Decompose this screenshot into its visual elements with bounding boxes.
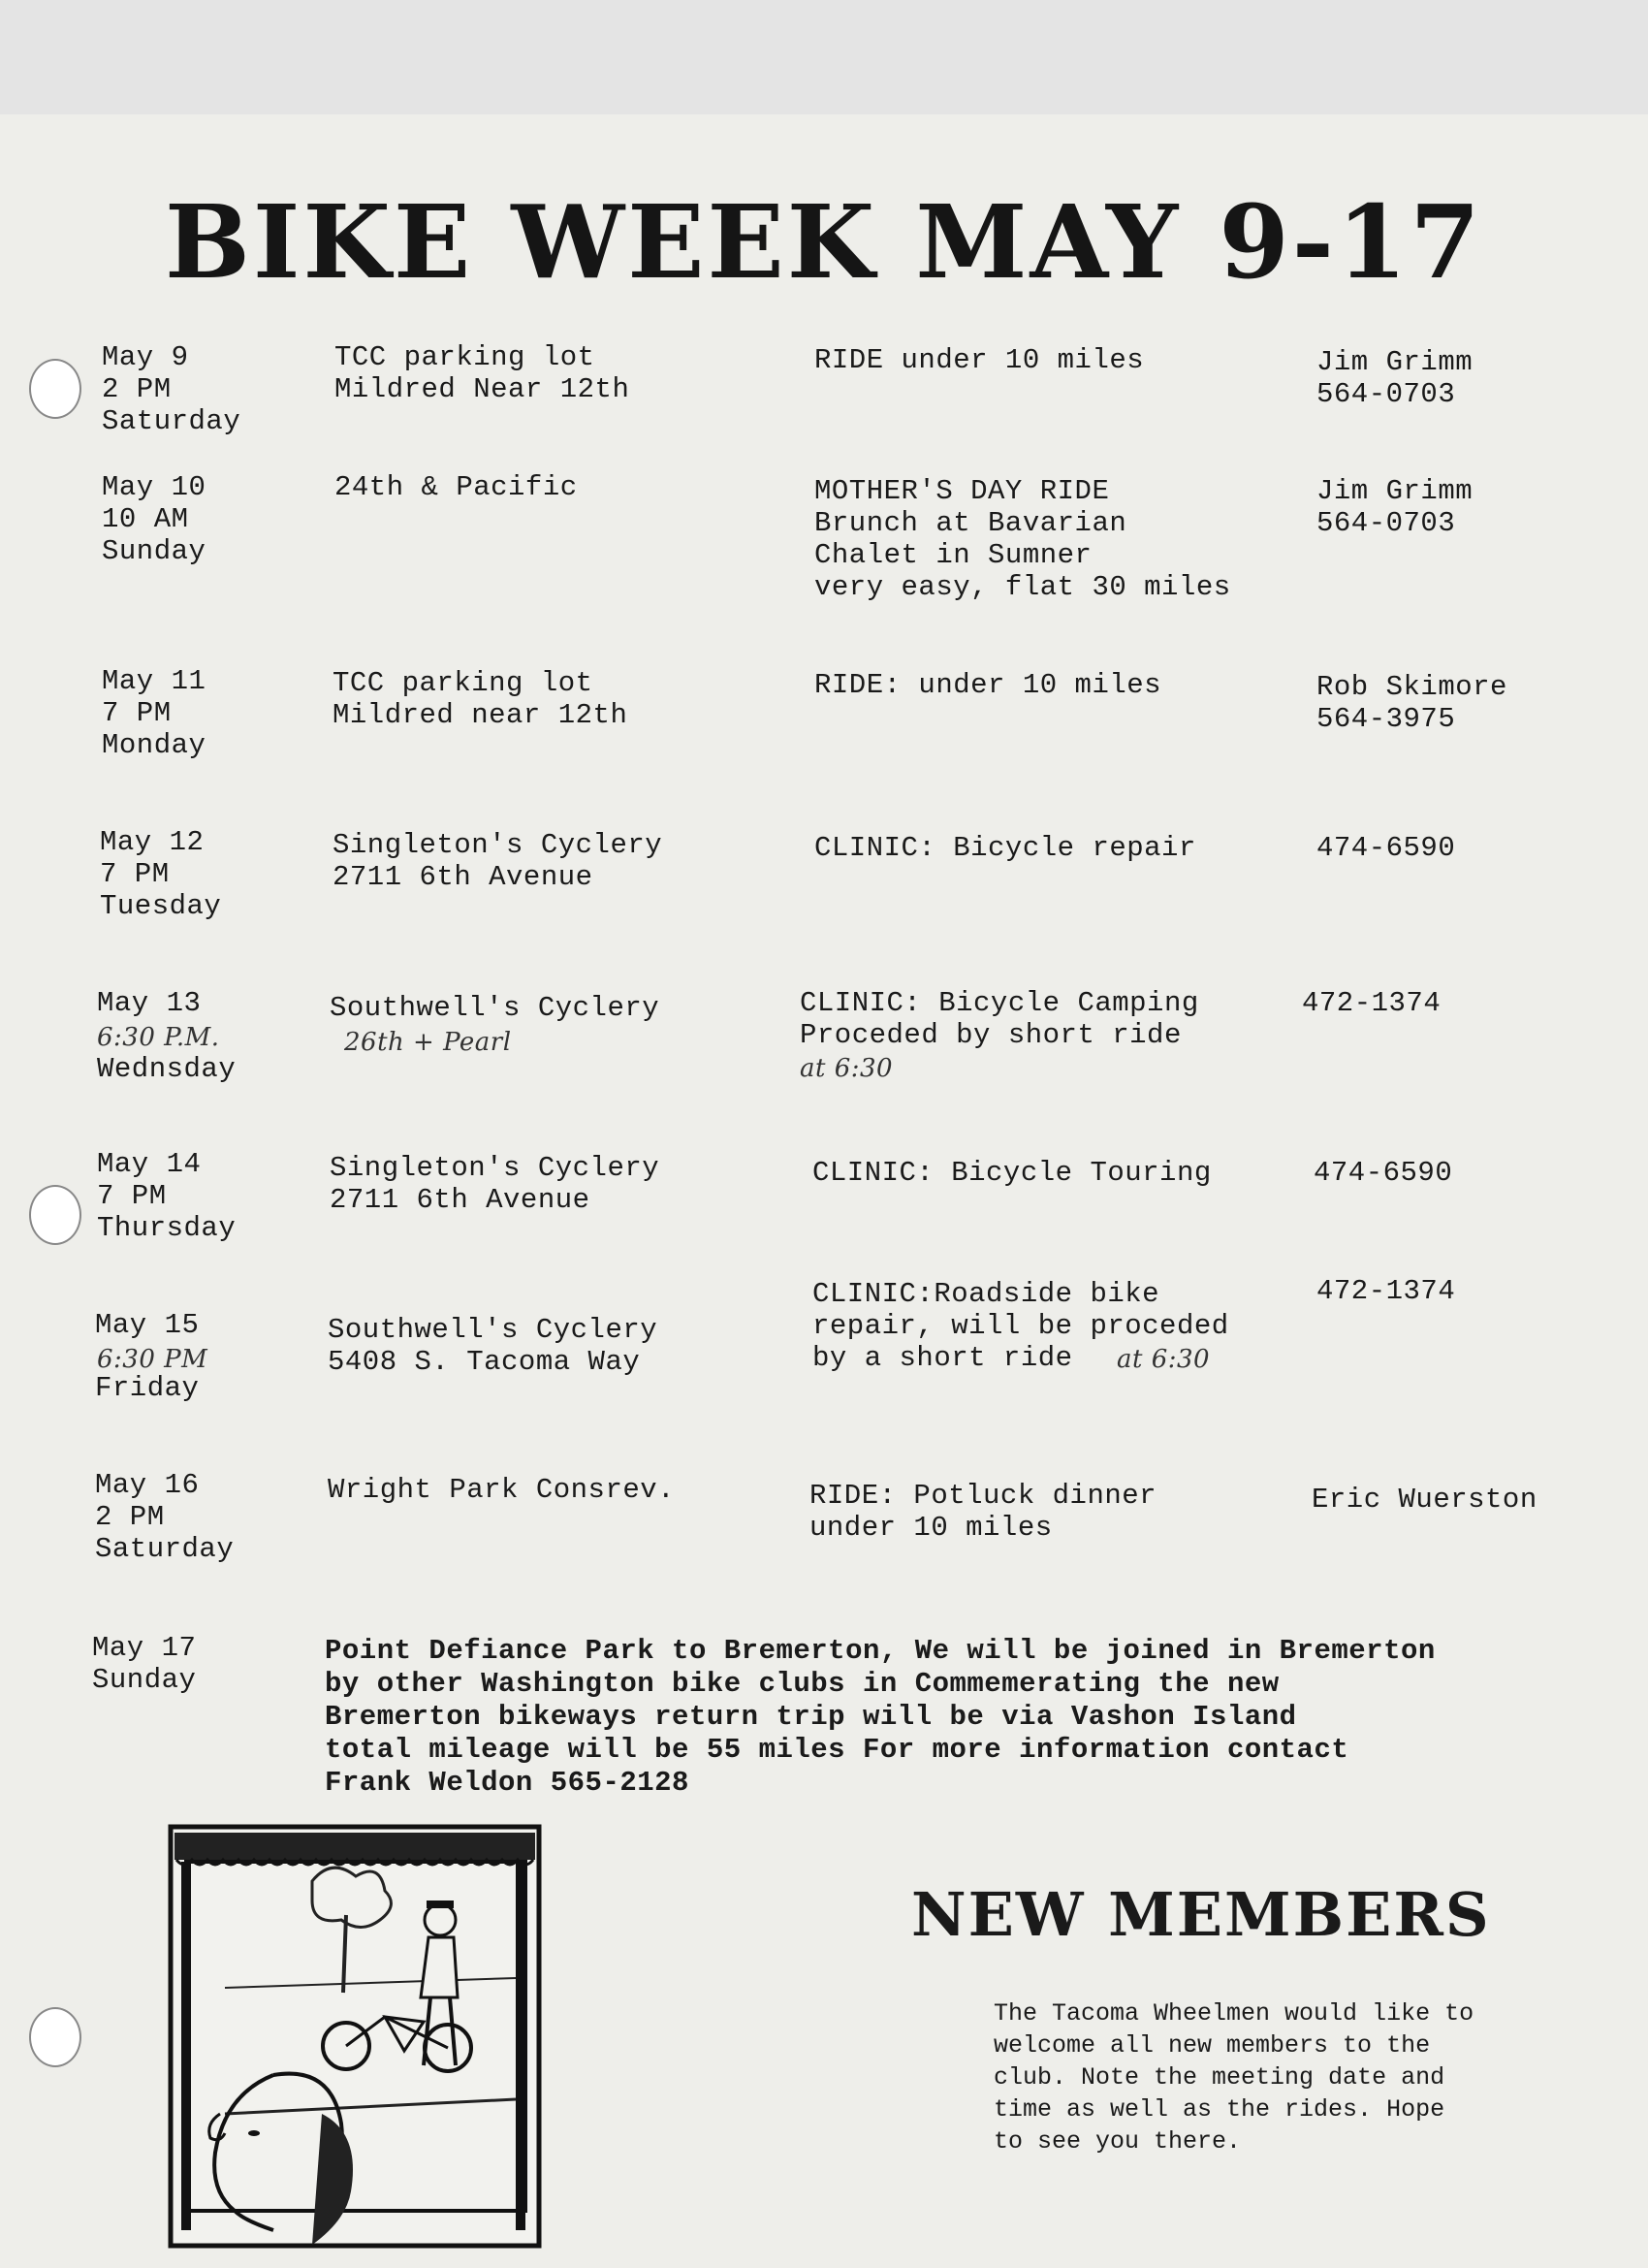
event-description: CLINIC: Bicycle repair xyxy=(814,832,1196,864)
event-day: Wednsday xyxy=(97,1053,237,1085)
event-place: 24th & Pacific xyxy=(334,471,578,503)
new-members-text: The Tacoma Wheelmen would like to welcome all new members to the club. Note the meeting date and time as well as the rides. Hope to see you there. xyxy=(994,1999,1474,2156)
event-description: MOTHER'S DAY RIDE Brunch at Bavarian Chalet in Sumner very easy, flat 30 miles xyxy=(814,475,1231,603)
event-place: TCC parking lot Mildred near 12th xyxy=(333,667,628,731)
punch-hole-middle xyxy=(29,1185,81,1245)
event-contact: 472-1374 xyxy=(1302,987,1442,1019)
event-description: RIDE under 10 miles xyxy=(814,344,1145,376)
event-place: Singleton's Cyclery 2711 6th Avenue xyxy=(333,829,663,893)
event-date: May 15 xyxy=(95,1309,200,1341)
event-contact: 474-6590 xyxy=(1314,1157,1453,1189)
event-time-handwritten: at 6:30 xyxy=(1117,1345,1211,1374)
event-place: Wright Park Consrev. xyxy=(328,1474,676,1506)
event-date: May 9 2 PM Saturday xyxy=(102,341,241,437)
punch-hole-top xyxy=(29,359,81,419)
event-description: RIDE: under 10 miles xyxy=(814,669,1162,701)
event-date: May 11 7 PM Monday xyxy=(102,665,206,761)
event-date: May 17 Sunday xyxy=(92,1632,197,1696)
event-place-handwritten: 26th + Pearl xyxy=(344,1028,512,1057)
event-description: CLINIC:Roadside bike repair, will be proceded by a short ride xyxy=(812,1278,1229,1374)
event-date: May 13 xyxy=(97,987,202,1019)
event-place: Singleton's Cyclery 2711 6th Avenue xyxy=(330,1152,660,1216)
punch-hole-bottom xyxy=(29,2007,81,2067)
event-place: Southwell's Cyclery 5408 S. Tacoma Way xyxy=(328,1314,658,1378)
event-day: Friday xyxy=(95,1372,200,1404)
scan-top-margin xyxy=(0,0,1648,114)
event-time-handwritten: at 6:30 xyxy=(800,1054,894,1083)
new-members-heading: NEW MEMBERS xyxy=(911,1879,1491,1950)
event-time-handwritten: 6:30 PM xyxy=(97,1345,208,1374)
cartoon-illustration xyxy=(167,1823,543,2250)
event-description: RIDE: Potluck dinner under 10 miles xyxy=(809,1480,1157,1544)
event-place: Southwell's Cyclery xyxy=(330,992,660,1024)
event-contact: Rob Skimore 564-3975 xyxy=(1316,671,1507,735)
event-time-handwritten: 6:30 P.M. xyxy=(97,1023,220,1052)
event-description: CLINIC: Bicycle Touring xyxy=(812,1157,1212,1189)
event-description: CLINIC: Bicycle Camping Proceded by short ride xyxy=(800,987,1199,1051)
cartoon-drawing xyxy=(167,1823,543,2250)
event-contact: Jim Grimm 564-0703 xyxy=(1316,346,1474,410)
event-description: Point Defiance Park to Bremerton, We will be joined in Bremerton by other Washington bike clubs in Commemerating the new Bremerton bikeways return trip will be via Vashon Island total mileage will be 55 miles For more information contact Frank Weldon 565-2128 xyxy=(325,1635,1436,1799)
event-contact: 474-6590 xyxy=(1316,832,1456,864)
event-contact: Jim Grimm 564-0703 xyxy=(1316,475,1474,539)
event-date: May 10 10 AM Sunday xyxy=(102,471,206,567)
event-date: May 16 2 PM Saturday xyxy=(95,1469,235,1565)
page-title: BIKE WEEK MAY 9-17 xyxy=(165,182,1483,302)
event-contact: 472-1374 xyxy=(1316,1275,1456,1307)
event-date: May 14 7 PM Thursday xyxy=(97,1148,237,1244)
event-date: May 12 7 PM Tuesday xyxy=(100,826,222,922)
event-place: TCC parking lot Mildred Near 12th xyxy=(334,341,630,405)
event-contact: Eric Wuerston xyxy=(1312,1484,1537,1516)
